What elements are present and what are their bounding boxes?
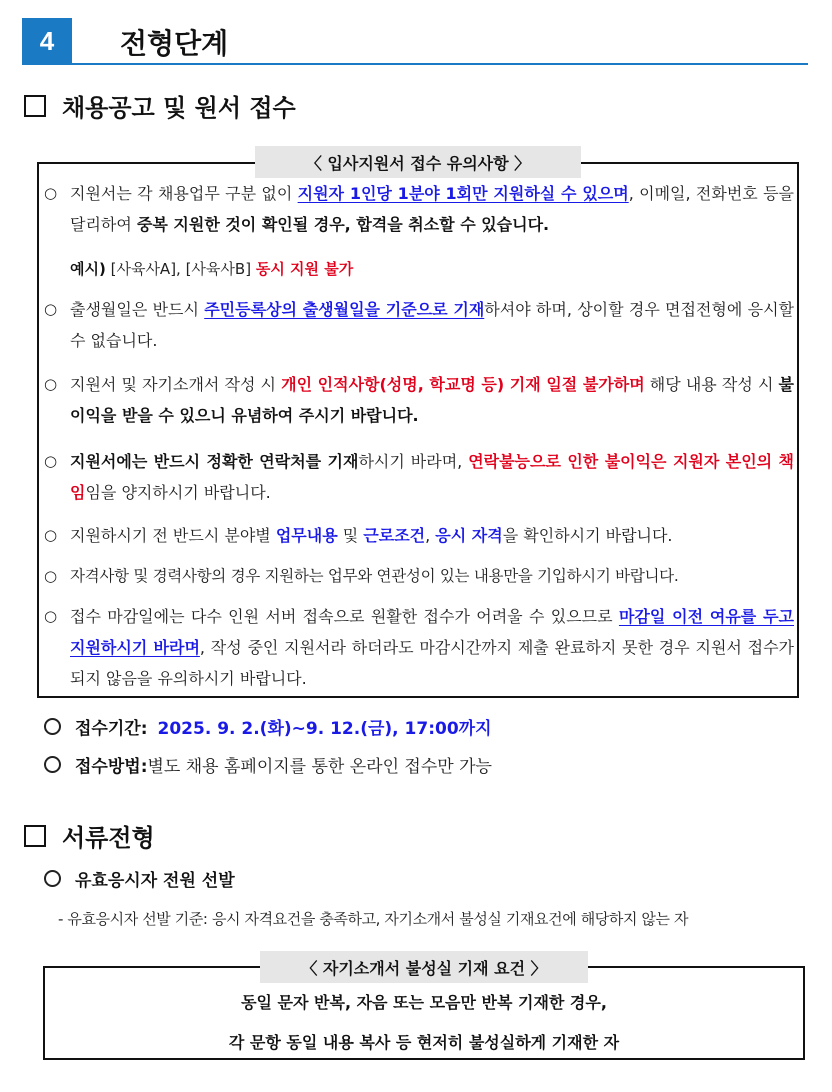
period-label: 접수기간: [75,719,148,739]
example-warning: 동시 지원 불가 [255,260,354,278]
application-period [44,714,492,739]
item-text: 지원서는 각 채용업무 구분 없이 [70,184,298,203]
item-text: 출생월일은 반드시 [70,300,205,319]
requirement-title: 〈 자기소개서 불성실 기재 요건 〉 [260,951,588,983]
section-divider [22,63,808,65]
notice-item-3 [44,369,794,431]
method-label: 접수방법: [75,757,148,777]
notice-title: 〈 입사지원서 접수 유의사항 〉 [255,146,581,178]
notice-item-7 [44,601,794,694]
item-bold: 중복 지원한 것이 확인될 경우, 합격을 취소할 수 있습니다. [136,215,550,234]
item-text: 을 확인하시기 바랍니다. [502,526,673,545]
notice-item-1 [44,178,794,240]
period-value: 2025. 9. 2.(화)~9. 12.(금), 17:00까지 [157,719,492,739]
notice-item-5 [44,520,794,551]
item-text: 지원서 및 자기소개서 작성 시 [70,375,282,394]
recruit-heading-text: 채용공고 및 원서 접수 [62,94,296,122]
item-warning: 개인 인적사항(성명, 학교명 등) 기재 일절 불가하며 [281,375,645,394]
circle-bullet-icon [44,718,61,735]
circle-bullet-icon: ○ [44,607,58,625]
circle-bullet-icon: ○ [44,567,58,585]
requirement-line-2: 각 문항 동일 내용 복사 등 현저히 불성실하게 기재한 자 [228,1033,620,1052]
item-text: 임을 양지하시기 바랍니다. [85,483,271,502]
item-emphasis: 주민등록상의 출생월일을 기준으로 기재 [204,300,485,319]
item-text: , [425,526,436,545]
circle-bullet-icon: ○ [44,526,58,544]
item-bold: 지원서에는 반드시 정확한 연락처를 기재 [70,452,359,471]
section-number-badge: 4 [22,18,72,64]
application-method [44,752,492,777]
item-emphasis: 근로조건 [363,526,426,545]
selection-text: 유효응시자 전원 선발 [75,871,235,891]
item-text: 하셔야 하며, 상이할 경우 면접전형에 응시할 수 없습니다. [70,300,794,350]
item-emphasis: 지원자 1인당 1분야 1회만 지원하실 수 있으며 [297,184,629,203]
checkbox-square-icon [24,95,46,117]
item-emphasis: 응시 자격 [435,526,503,545]
checkbox-square-icon [24,825,46,847]
item-text: 접수 마감일에는 다수 인원 서버 접속으로 원활한 접수가 어려울 수 있으므로 [70,607,619,626]
circle-bullet-icon [44,870,61,887]
selection-criteria: - 유효응시자 선발 기준: 응시 자격요건을 충족하고, 자기소개서 불성실 기재요건에 해당하지 않는 자 [58,910,689,928]
document-selection [44,866,235,891]
item-text: 지원하시기 전 반드시 분야별 [70,526,276,545]
circle-bullet-icon: ○ [44,452,58,470]
item-text: 해당 내용 작성 시 [644,375,779,394]
requirement-line-1: 동일 문자 반복, 자음 또는 모음만 반복 기재한 경우, [241,993,607,1012]
section-title: 전형단계 [120,27,229,60]
notice-example [44,254,794,285]
circle-bullet-icon: ○ [44,375,58,393]
document-heading [24,818,155,853]
item-text: 자격사항 및 경력사항의 경우 지원하는 업무와 연관성이 있는 내용만을 기입하시기 바랍니다. [70,567,679,585]
item-text: , 이메일, 전화번호 등을 달리하여 [70,184,795,234]
notice-item-6 [44,561,794,592]
notice-item-2 [44,294,794,356]
example-label: 예시) [70,260,106,278]
circle-bullet-icon: ○ [44,184,58,202]
item-text: 하시기 바라며, [358,452,469,471]
method-value: 별도 채용 홈페이지를 통한 온라인 접수만 가능 [147,757,492,777]
notice-item-4 [44,446,794,508]
circle-bullet-icon [44,756,61,773]
item-emphasis: 업무내용 [275,526,338,545]
recruit-heading [24,88,296,123]
item-text: , 작성 중인 지원서라 하더라도 마감시간까지 제출 완료하지 못한 경우 지원서 접수가 되지 않음을 유의하시기 바랍니다. [70,638,794,688]
item-warning: 연락불능으로 인한 불이익은 지원자 본인의 책임 [70,452,794,502]
example-text: [사육사A], [사육사B] [105,260,256,278]
item-bold: 불이익을 받을 수 있으니 유념하여 주시기 바랍니다. [70,375,794,425]
document-heading-text: 서류전형 [62,824,155,852]
circle-bullet-icon: ○ [44,300,58,318]
item-text: 및 [337,526,364,545]
item-emphasis: 마감일 이전 여유를 두고 지원하시기 바라며 [70,607,794,657]
